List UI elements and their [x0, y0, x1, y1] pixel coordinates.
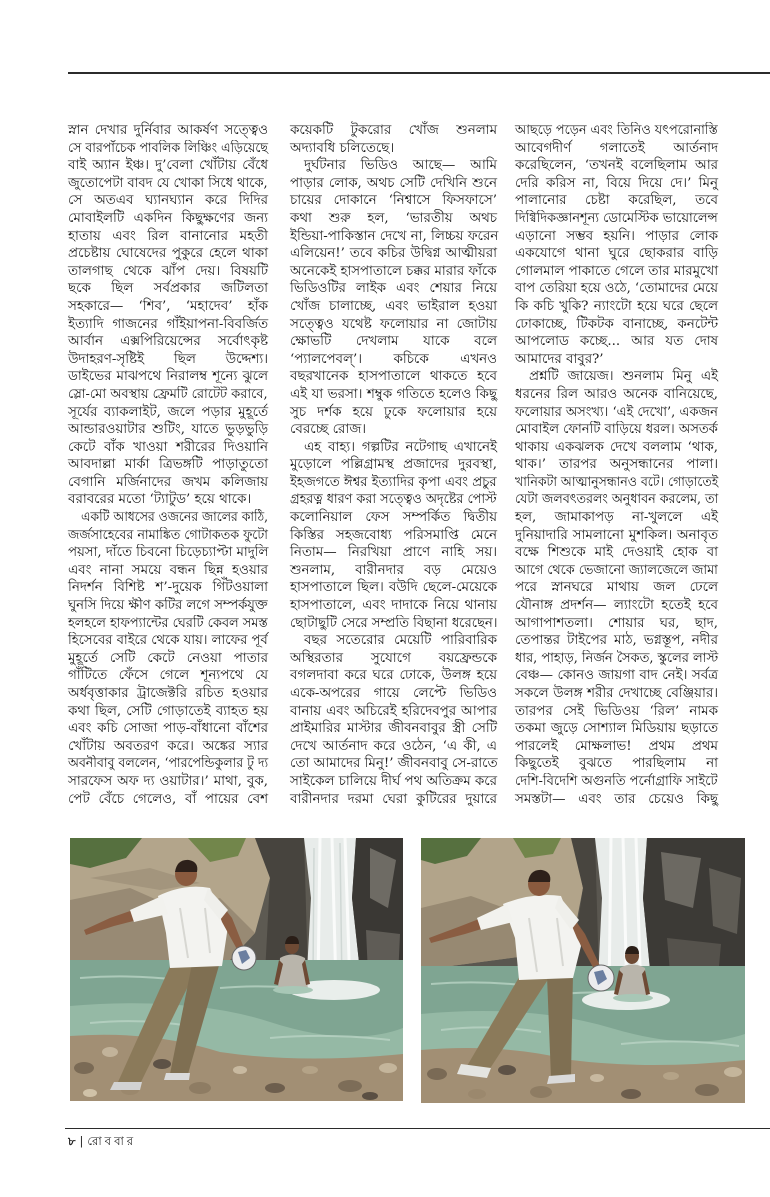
pebble	[695, 1084, 719, 1096]
paragraph	[68, 122, 268, 509]
pebble	[362, 1092, 378, 1100]
text-line: এহ বাহ্য। গল্পটির নটেগাছ এখানেই	[304, 439, 497, 455]
text-line: সমস্তটা— এবং তার চেয়েও কিছু	[515, 791, 718, 807]
text-line: করেছিলেন, ‘তখনই বলেছিলাম আর	[515, 158, 718, 174]
text-line: আগে থেকে ভেজানো জ্যালজেলে জামা	[515, 562, 718, 578]
text-line: তকমা জুড়ে সোশ্যাল মিডিয়ায় ছড়াতে	[515, 721, 718, 737]
text-line: ইহজগতে ঈশ্বর ইত্যাদির কৃপা এবং প্রচুর	[290, 474, 497, 490]
text-line: ধরনের রিল আরও অনেক বানিয়েছে,	[515, 386, 718, 402]
pebble	[233, 1066, 247, 1074]
text-line: ছোটাছুটি সেরে সম্প্রতি বিছানা ধরেছেন।	[290, 615, 498, 631]
text-line: বরাবরের মতো ‘ট্যাটুড’ হয়ে থাকে।	[68, 492, 252, 508]
text-line: শুনলাম, বারীনদার বড় মেয়েও	[290, 562, 497, 578]
pebble	[265, 1083, 285, 1093]
text-line: বানায় এবং অচিরেই হরিদেবপুর আপার	[290, 703, 497, 719]
pebble	[102, 1047, 118, 1057]
text-line: ‘প্যালপেবল্’। কচিকে এখনও	[290, 351, 497, 367]
text-line: গোলমাল পাকাতে গেলে তার মারমুখো	[515, 263, 719, 279]
text-line: একযোগে থানা ঘুরে ছোকরার বাড়ি	[515, 246, 718, 262]
text-line: পারলেই মোক্ষলাভ! প্রথম প্রথম	[515, 738, 718, 754]
text-line: সাইকেল চালিয়ে দীর্ঘ পথ অতিক্রম করে	[290, 773, 498, 789]
front-leg	[547, 974, 573, 1078]
text-line: আগাপাশতলা। শোয়ার ঘর, ছাদ,	[515, 615, 718, 631]
text-line: হাসপাতালে, এবং দাদাকে নিয়ে থানায়	[290, 598, 497, 614]
bottom-rule	[65, 1128, 770, 1129]
sandal	[110, 1082, 142, 1090]
text-line: জুতোপেটা বাবদ যে খোকা সিধে থাকে,	[68, 175, 268, 191]
text-line: কথা ছিল, সেটি গোড়াতেই ব্যাহত হয়	[68, 703, 268, 719]
text-line: আছড়ে পড়েন এবং তিনিও যৎপরোনাস্তি	[515, 123, 718, 138]
text-line: খোঁজ চালাচ্ছে, এবং ভাইরাল হওয়া	[290, 298, 497, 314]
column-1	[68, 122, 268, 808]
text-line: কি কচি খুকি? ন্যাংটো হয়ে ঘরে ছেলে	[515, 298, 718, 314]
text-line: ফলোয়ার অসংখ্য। ‘এই দেখো’, একজন	[515, 404, 718, 420]
text-line: ক্ষোভটি দেখলাম যাকে বলে	[290, 334, 497, 350]
paragraph	[515, 122, 718, 368]
text-line: হাসপাতালে ছিল। বউদি ছেলে-মেয়েকে	[290, 580, 497, 596]
text-line: ঢোকাচ্ছে, টিকটক বানাচ্ছে, কনটেন্ট	[515, 316, 718, 332]
text-line: হাতায় এবং রিল বানানোর মহতী	[68, 228, 268, 244]
text-line: এবং কচি সোজা পাড়-বাঁধানো বাঁশের	[68, 721, 268, 737]
text-line: অবনীবাবু বললেন, ‘পারপেন্ডিকুলার টু দ্য	[68, 756, 269, 772]
text-line: এলিয়েন!’ তবে কচির উদ্বিগ্ন আত্মীয়রা	[290, 246, 497, 262]
pebble	[189, 1082, 211, 1094]
text-line: আপলোড কচ্ছে... আর যত দোষ	[515, 334, 718, 350]
pebble	[468, 1089, 486, 1099]
text-line: কিছুতেই বুঝতে পারছিলাম না	[515, 756, 718, 772]
text-line: হলহলে হাফপ্যান্টের ঘেরটি কেবল সমস্ত	[68, 615, 268, 631]
text-line: আবদাল্লা মার্কা ত্রিভঙ্গটি পাড়াতুতো	[68, 457, 268, 473]
text-line: ভিডিওটির লাইক এবং শেয়ার নিয়ে	[290, 281, 497, 297]
text-line: ইত্যাদি গাজনের গাঁইয়াপনা-বিবর্জিত	[68, 316, 268, 332]
text-line: ছকে ছিল সর্বপ্রকার জটিলতা	[68, 281, 268, 297]
pebble	[379, 1063, 397, 1073]
photo-waterfall-kick-1	[70, 838, 403, 1101]
text-line: পরে স্নানঘরে মাথায় জল ঢেলে	[515, 580, 718, 596]
text-line: স্লো-মো অবস্থায় ফ্রেমটি রোটেট করাবে,	[68, 386, 268, 402]
text-line: দেশি-বিদেশি অগুনতি পর্নোগ্রাফি সাইটে	[515, 773, 718, 789]
text-line: এবং নানা সময়ে বন্ধন ছিন্ন হওয়ার	[68, 562, 268, 578]
text-line: ইন্ডিয়া-পাকিস্তান দেখে না, লিচ্চয় ফরেন	[290, 228, 499, 244]
text-line: সে অতএব ঘ্যানঘ্যান করে দিদির	[68, 193, 268, 209]
text-line: জর্জসাহেবের নামাঙ্কিত গোটাকতক ফুটো	[68, 527, 268, 543]
text-line: বছর সতেরোর মেয়েটি পারিবারিক	[304, 633, 497, 649]
sandal	[164, 1073, 190, 1080]
paragraph	[290, 632, 497, 808]
torso	[278, 955, 308, 991]
text-line: খোঁটায় অবতরণ করে। অঙ্কের স্যার	[68, 738, 268, 754]
paragraph	[515, 368, 718, 808]
text-line: যেটা জলবৎতরলং অনুধাবন করলেম, তা	[515, 492, 719, 508]
text-line: বক্ষে শিশুকে মাই দেওয়াই হোক বা	[515, 545, 718, 561]
column-3	[515, 122, 718, 808]
text-line: পালানোর চেষ্টা করেছিল, তবে	[515, 193, 718, 209]
pebble	[724, 1067, 742, 1077]
text-line: কেটে বাঁক খাওয়া শরীরের দিওয়ানি	[68, 439, 268, 455]
text-line: হল, জামাকাপড় না-খুললে এই	[515, 510, 718, 526]
text-line: কয়েকটি টুকরোর খোঁজ শুনলাম	[290, 123, 497, 138]
text-line: একে-অপরের গায়ে লেপ্টে ভিডিও	[290, 686, 497, 701]
text-line: দেরি করিস না, বিয়ে দিয়ে দে।’ মিনু	[515, 175, 718, 191]
text-line: তো আমাদের মিনু!’ জীবনবাবু সে-রাতে	[290, 756, 498, 772]
text-line: গাঁটিতে ফেঁসে গেলে শূন্যপথে যে	[68, 668, 268, 684]
text-line: বারীনদার দরমা ঘেরা কুটিরের দুয়ারে	[290, 791, 497, 807]
paragraph	[290, 122, 497, 157]
text-line: প্রশ্নটি জায়েজ। শুনলাম মিনু এই	[529, 369, 718, 385]
text-line: দুনিয়াদারি সামলানো মুশকিল। অনাবৃত	[515, 527, 718, 543]
pebble	[590, 1074, 604, 1082]
football	[588, 965, 614, 991]
text-line: উদাহরণ-সৃষ্টিই ছিল উদ্দেশ্য।	[68, 351, 268, 367]
pebble	[302, 1066, 318, 1074]
top-rule	[68, 72, 770, 74]
text-line: পেট বেঁচে গেলেও, বাঁ পায়ের বেশ	[68, 791, 268, 807]
text-line: নিতাম— নিরখিয়া প্রাণে নাহি সয়।	[290, 545, 497, 561]
footer-separator: |	[79, 1134, 84, 1148]
football	[232, 946, 256, 970]
text-line: গ্রহরত্ন ধারণ করা সত্ত্বেও অদৃষ্টের পোস্ট	[290, 492, 497, 508]
pebble	[530, 1086, 552, 1098]
pebble	[153, 1059, 171, 1069]
paragraph	[290, 157, 497, 439]
text-line: মুড়োলে পল্লিগ্রামস্থ প্রজাদের দুরবস্থা,	[290, 457, 497, 473]
text-line: বাপ তেরিয়া হয়ে ওঠে, ‘তোমাদের মেয়ে	[515, 281, 718, 297]
text-line: অর্ধবৃত্তাকার ট্রাজেক্টরি রচিত হওয়ার	[68, 686, 268, 701]
text-line: দুর্ঘটনার ভিডিও আছে— আমি	[304, 158, 497, 174]
text-line: অদ্যাবধি চলিতেছে।	[290, 140, 395, 156]
text-line: প্রাইমারির মাস্টার জীবনবাবুর স্ত্রী সেটি	[290, 721, 497, 737]
text-line: কথা শুরু হল, ‘ভারতীয় অথচ	[290, 210, 497, 226]
text-line: মোবাইলটি একদিন কিছুক্ষণের জন্য	[68, 210, 268, 226]
text-line: বেরচ্ছে রোজ।	[290, 422, 367, 438]
paragraph	[290, 439, 497, 633]
text-line: হিসেবের বাইরে থেকে যায়। লাফের পূর্ব	[68, 633, 268, 649]
page-footer	[68, 1133, 136, 1149]
text-line: আবেগদীর্ণ গলাতেই আর্তনাদ	[515, 140, 718, 156]
text-line: স্নান দেখার দুর্নিবার আকর্ষণ সত্ত্বেও	[68, 123, 268, 138]
text-line: দেখে আর্তনাদ করে ওঠেন, ‘এ কী, এ	[290, 738, 497, 754]
text-line: মোবাইল ফোনটি বাড়িয়ে ধরল। অসতর্ক	[515, 422, 718, 438]
text-line: থাকায় একঝলক দেখে বললাম ‘থাক,	[515, 439, 718, 455]
page-number: ৮	[68, 1134, 76, 1148]
text-line: পয়সা, দাঁতে চিবনো চিড়েচ্যাপ্টা মাদুলি	[68, 545, 269, 561]
magazine-name: রোববার	[87, 1134, 137, 1148]
text-line: পাড়ার লোক, অথচ সেটি দেখিনি শুনে	[290, 175, 497, 191]
water-ring	[613, 994, 653, 1002]
water-ring	[273, 986, 313, 994]
text-line: মুহূর্তে সেটি কেটে নেওয়া পাতার	[68, 650, 268, 666]
text-line: ডাইভের মাঝপথে নিরালম্ব শূন্যে ঝুলে	[68, 369, 268, 385]
text-line: এই যা ভরসা। শম্বুক গতিতে হলেও কিছু	[290, 386, 497, 402]
paragraph	[68, 509, 268, 808]
photo-waterfall-kick-2	[421, 838, 745, 1103]
pebble	[427, 1068, 447, 1080]
pebble	[74, 1062, 94, 1074]
text-line: নিদর্শন বিশিষ্ট শ’-দুয়েক গিঁটওয়ালা	[68, 580, 268, 596]
text-line: সুচ দর্শক হয়ে ঢুকে ফলোয়ার হয়ে	[290, 404, 497, 420]
text-line: এড়ানো সম্ভব হয়নি। পাড়ার লোক	[515, 228, 718, 244]
text-line: সকলে উলঙ্গ শরীর দেখাচ্ছে বেঞ্জিয়ার।	[515, 686, 718, 701]
pebble	[498, 1065, 516, 1075]
text-line: অস্থিরতার সুযোগে বয়ফ্রেন্ডকে	[290, 650, 497, 666]
text-line: সহকারে— ‘শিব’, ‘মহাদেব’ হাঁক	[68, 298, 268, 314]
text-line: সে বারপাঁচেক পাবলিক লিঞ্চিং এড়িয়েছে	[68, 140, 269, 156]
text-line: আর্বান এক্সপিরিয়েন্সের সর্বোৎকৃষ্ট	[68, 334, 268, 350]
pebble	[621, 1089, 641, 1099]
text-line: সত্ত্বেও যথেষ্ট ফলোয়ার না জোটায়	[290, 316, 497, 332]
text-line: আমাদের বাবুর?’	[515, 351, 604, 367]
text-line: সূর্যের ব্যাকলাইট, জলে পড়ার মুহূর্তে	[68, 404, 268, 420]
text-line: খানিকটা আত্মানুসন্ধানও বটে। গোড়াতেই	[515, 474, 719, 490]
pebble	[338, 1080, 362, 1092]
text-line: থাক।’ তারপর অনুসন্ধানের পালা।	[515, 457, 718, 473]
column-2	[290, 122, 497, 808]
text-line: একটি আধসের ওজনের জালের কাঠি,	[80, 510, 269, 526]
text-line: যৌনাঙ্গ প্রদর্শন— ল্যাংটো হতেই হবে	[515, 598, 718, 614]
text-line: বছরখানেক হাসপাতালে থাকতে হবে	[290, 369, 497, 385]
text-line: কলোনিয়াল ফেস সম্পর্কিত দ্বিতীয়	[290, 510, 497, 526]
cliff-highlight	[709, 868, 741, 934]
text-line: কিস্তির সহজবোধ্য পরিসমাপ্তি মেনে	[290, 527, 497, 543]
text-line: দিগ্বিদিকজ্ঞানশূন্য ডোমেস্টিক ভায়োলেন্স	[515, 210, 718, 226]
text-line: তারপর সেই ভিডিওয় ‘রিল’ নামক	[515, 703, 718, 719]
text-line: সারফেস অফ দ্য ওয়াটার।’ মাথা, বুক,	[68, 773, 268, 789]
text-line: বেঞ্চ— কোনও জায়গা বাদ নেই। সর্বত্র	[515, 668, 718, 684]
text-line: আন্ডারওয়াটার শুটিং, যাতে ভুড়ভুড়ি	[68, 422, 268, 438]
text-line: বেগানি মর্জিনাদের জখম কলিজায়	[68, 474, 268, 490]
text-line: ধার, পাহাড়, নির্জন সৈকত, স্কুলের লাস্ট	[515, 650, 719, 666]
text-line: অনেকেই হাসপাতালে চক্কর মারার ফাঁকে	[290, 263, 497, 279]
pebble	[663, 1072, 679, 1080]
text-line: প্রচেষ্টায় ঘোষেদের পুকুরে হেলে থাকা	[68, 246, 268, 262]
text-line: চায়ের দোকানে ‘নিশ্বাসে ফিসফাসে’	[290, 193, 497, 209]
text-line: তালগাছ থেকে ঝাঁপ দেয়। বিষয়টি	[68, 263, 268, 279]
text-line: বগলদাবা করে ঘরে ঢোকে, উলঙ্গ হয়ে	[290, 668, 497, 684]
text-line: বাই অ্যান ইঞ্চ। দু’বেলা খোঁটায় বেঁধে	[68, 158, 268, 174]
pebble	[83, 1089, 97, 1097]
text-line: তেপান্তর টাইপের মাঠ, ভগ্নস্তূপ, নদীর	[515, 633, 718, 649]
text-line: ঘুনসি দিয়ে ক্ষীণ কটির লগে সম্পর্কযুক্ত	[68, 598, 268, 614]
